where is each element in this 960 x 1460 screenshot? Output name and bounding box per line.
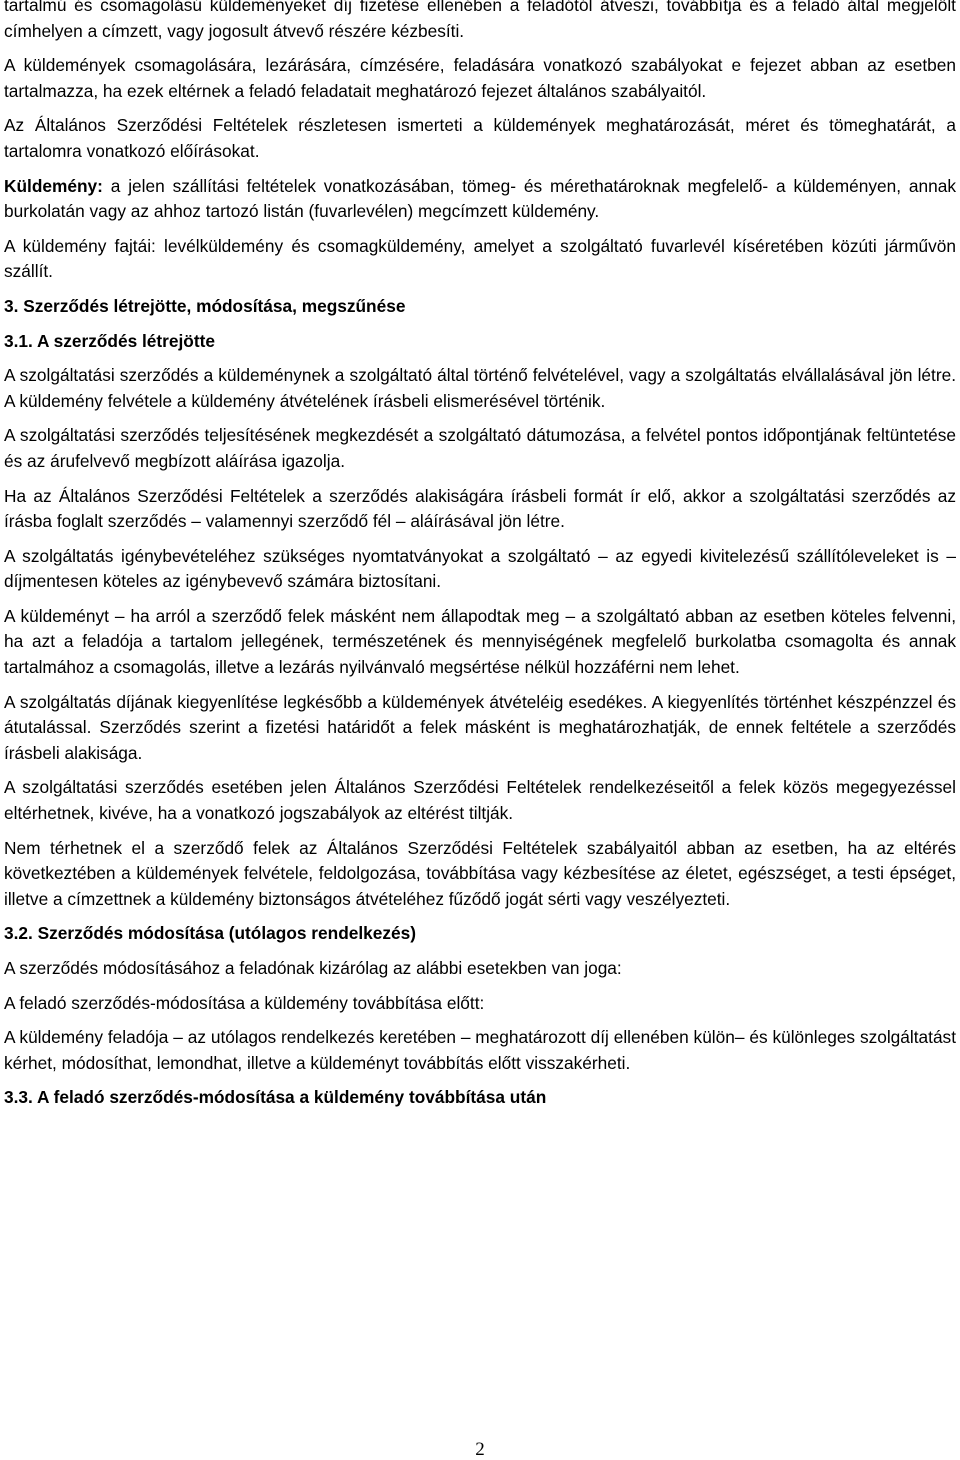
paragraph-modification-before: A feladó szerződés-módosítása a küldemény továbbítása előtt: — [4, 992, 485, 1013]
paragraph-shipment-definition — [4, 174, 956, 225]
paragraph-deviation: A szolgáltatási szerződés esetében jelen Általános Szerződési Feltételek rendelkezéseitől a felek közös megegyezéssel eltérhetnek, kivéve, ha a vonatkozó jogszabályok az eltérést tiltják. — [4, 777, 956, 824]
paragraph-no-deviation: Nem térhetnek el a szerződő felek az Általános Szerződési Feltételek szabályaitól abban az esetben, ha az eltérés következtében a küldemények felvétele, feldolgozása, továbbítása vagy kézbesítése az életet, egészséget, a testi épséget, illetve a címzettnek a küldemény biztonságos átvételéhez fűződő jogát sérti vagy veszélyezteti. — [4, 837, 956, 909]
paragraph-forms: A szolgáltatás igénybevételéhez szükséges nyomtatványokat a szolgáltató – az egyedi kivitelezésű szállítóleveleket is – díjmentesen köteles az igénybevevő számára biztosítani. — [4, 545, 956, 592]
section-heading-3-3: 3.3. A feladó szerződés-módosítása a küldemény továbbítása után — [4, 1087, 547, 1108]
paragraph-general-terms: Az Általános Szerződési Feltételek részletesen ismerteti a küldemények meghatározását, méret és tömeghatárát, a tartalomra vonatkozó előírásokat. — [4, 115, 956, 161]
document-page — [4, 0, 956, 1120]
page-number: 2 — [475, 1439, 485, 1460]
paragraph-payment: A szolgáltatás díjának kiegyenlítése legkésőbb a küldemények átvételéig esedékes. A kiegyenlítés történhet készpénzzel és átutalással. Szerződés szerint a fizetési határidőt a felek másként is meghatározhatják, de ennek feltétele a szerződés írásbeli alakisága. — [4, 691, 956, 763]
definition-text: a jelen szállítási feltételek vonatkozásában, tömeg- és mérethatároknak megfelelő- a küldeményen, annak burkolatán vagy az ahhoz tartozó listán (fuvarlevélen) megcímzett küldemény. — [4, 175, 956, 222]
paragraph-acceptance: A küldeményt – ha arról a szerződő felek másként nem állapodtak meg – a szolgáltató abban az esetben köteles felvenni, ha azt a feladója a tartalom jellegének, természetének és mennyiségének megfelelő burkolatba csomagolta és annak tartalmához a csomagolás, illetve a lezárás nyilvánvaló megsértése nélkül hozzáférni nem lehet. — [4, 605, 956, 678]
paragraph-shipment-types: A küldemény fajtái: levélküldemény és csomagküldemény, amelyet a szolgáltató fuvarlevél kíséretében közúti járművön szállít. — [4, 235, 956, 282]
paragraph-intro-continuation: tartalmú és csomagolású küldeményeket díj fizetése ellenében a feladótól átveszi, továbbítja és a feladó által megjelölt címhelyen a címzett, vagy jogosult átvevő részére kézbesíti. — [4, 0, 956, 41]
paragraph-written-form: Ha az Általános Szerződési Feltételek a szerződés alakiságára írásbeli formát ír elő, akkor a szolgáltatási szerződés az írásba foglalt szerződés – valamennyi szerződő fél – aláírásával jön létre. — [4, 485, 956, 532]
paragraph-subsequent-disposition: A küldemény feladója – az utólagos rendelkezés keretében – meghatározott díj ellenében külön– és különleges szolgáltatást kérhet, módosíthat, lemondhat, illetve a küldeményt továbbítás előtt visszakérheti. — [4, 1027, 956, 1073]
section-heading-3-1: 3.1. A szerződés létrejötte — [4, 330, 215, 351]
paragraph-contract-formation: A szolgáltatási szerződés a küldeménynek a szolgáltató által történő felvételével, vagy a szolgáltatás elvállalásával jön létre. A küldemény felvétele a küldemény átvételének írásbeli elismerésével történik. — [4, 365, 956, 411]
paragraph-modification-rights: A szerződés módosításához a feladónak kizárólag az alábbi esetekben van joga: — [4, 958, 622, 978]
paragraph-contract-fulfilment: A szolgáltatási szerződés teljesítésének megkezdését a szolgáltató dátumozása, a felvétel pontos időpontjának feltüntetése és az árufelvevő megbízott aláírása igazolja. — [4, 425, 956, 471]
section-heading-3-2: 3.2. Szerződés módosítása (utólagos rendelkezés) — [4, 923, 416, 944]
section-heading-3: 3. Szerződés létrejötte, módosítása, megszűnése — [4, 295, 406, 316]
paragraph-packaging-rules: A küldemények csomagolására, lezárására, címzésére, feladására vonatkozó szabályokat e fejezet abban az esetben tartalmazza, ha ezek eltérnek a feladó feladatait meghatározó fejezet általános szabályaitól. — [4, 55, 956, 101]
term-shipment: Küldemény: — [4, 175, 103, 196]
